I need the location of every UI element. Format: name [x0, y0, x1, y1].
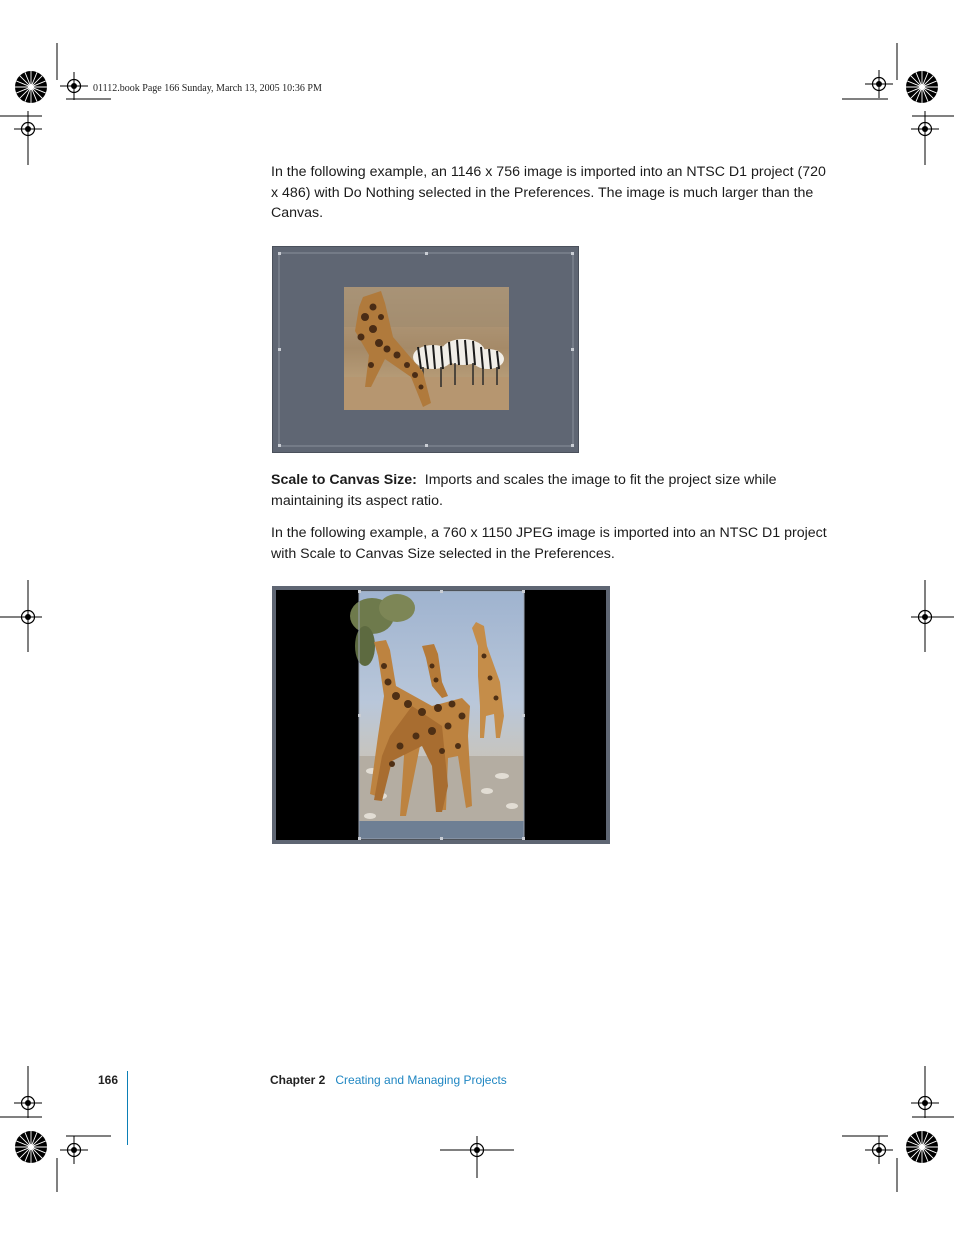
canvas-illustration-1	[273, 247, 579, 453]
giraffes-photo	[350, 591, 524, 839]
body-paragraph-1: In the following example, an 1146 x 756 image is imported into an NTSC D1 project (720 x 486) with Do Nothing selected in the Preferences. The image is much larger than the Canvas.	[271, 164, 826, 221]
body-paragraph-2	[271, 470, 831, 511]
term-definition: Imports and scales the image to fit the project size while maintaining its aspect ratio.	[271, 472, 777, 509]
figure-do-nothing	[272, 246, 579, 453]
term-scale-to-canvas-size: Scale to Canvas Size:	[271, 472, 417, 488]
chapter-footer	[270, 1073, 507, 1087]
footer-divider	[127, 1071, 128, 1145]
body-paragraph-3: In the following example, a 760 x 1150 JPEG image is imported into an NTSC D1 project with Scale to Canvas Size selected in the Preferences.	[271, 525, 827, 562]
giraffe-zebra-photo	[344, 287, 509, 410]
chapter-label: Chapter 2	[270, 1073, 326, 1087]
canvas-illustration-2	[272, 586, 610, 844]
chapter-title-link[interactable]: Creating and Managing Projects	[335, 1073, 507, 1087]
figure-scale-to-canvas	[272, 586, 610, 844]
page-number: 166	[98, 1073, 119, 1087]
print-slug: 01112.book Page 166 Sunday, March 13, 2005 10:36 PM	[93, 83, 322, 94]
